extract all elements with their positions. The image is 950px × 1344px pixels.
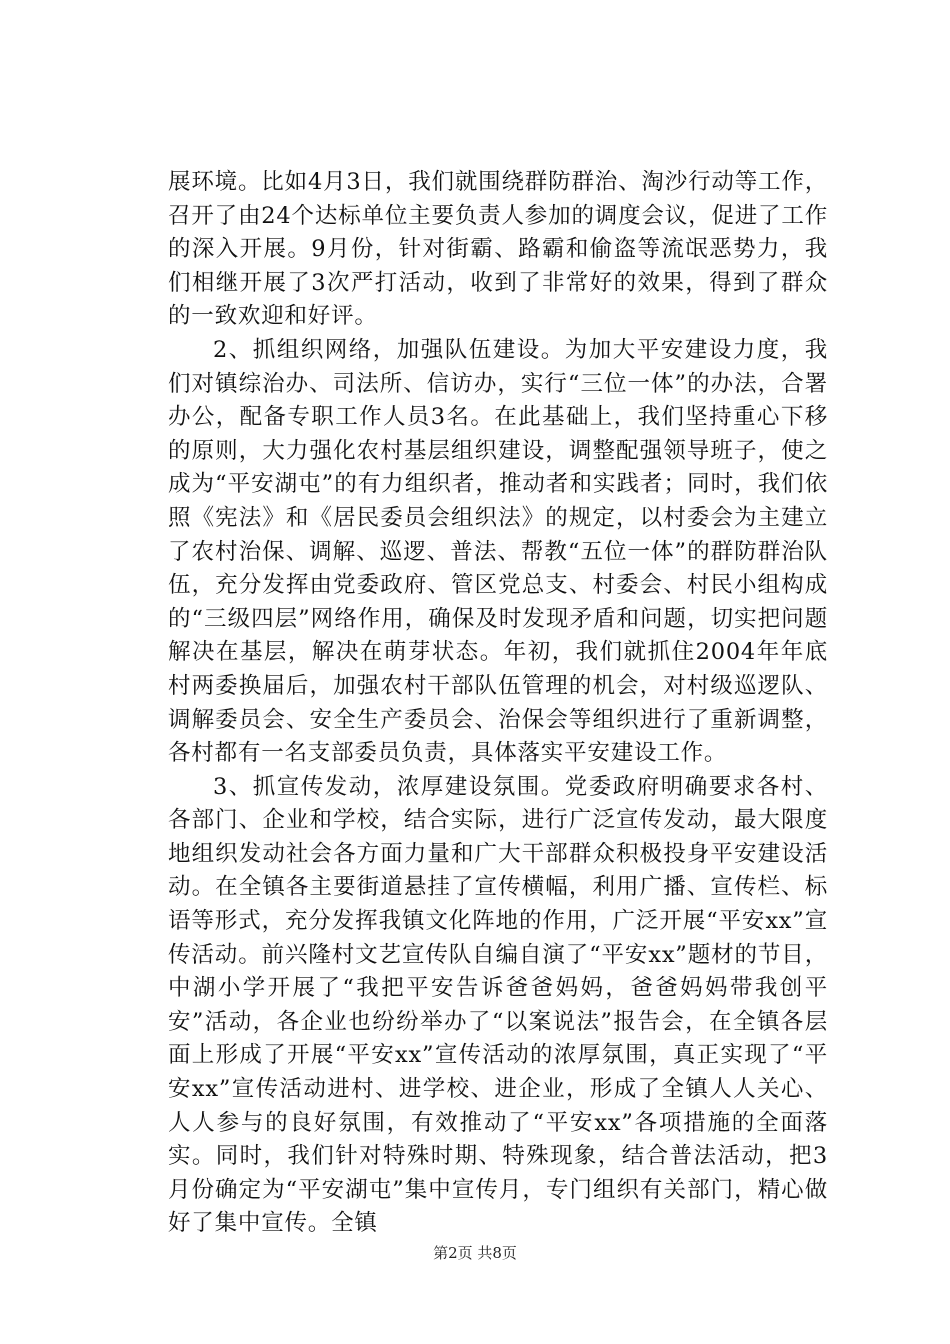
paragraph-publicity-campaign: 3、抓宣传发动，浓厚建设氛围。党委政府明确要求各村、各部门、企业和学校，结合实际，进行广泛宣传发动，最大限度地组织发动社会各方面力量和广大干部群众积极投身平安建设活动。在全镇各主要街道悬挂了宣传横幅，利用广播、宣传栏、标语等形式，充分发挥我镇文化阵地的作用，广泛开展“平安xx”宣传活动。前兴隆村文艺宣传队自编自演了“平安xx”题材的节目，中湖小学开展了“我把平安告诉爸爸妈妈，爸爸妈妈带我创平安”活动，各企业也纷纷举办了“以案说法”报告会，在全镇各层面上形成了开展“平安xx”宣传活动的浓厚氛围，真正实现了“平安xx”宣传活动进村、进学校、进企业，形成了全镇人人关心、人人参与的良好氛围，有效推动了“平安xx”各项措施的全面落实。同时，我们针对特殊时期、特殊现象，结合普法活动，把3月份确定为“平安湖屯”集中宣传月，专门组织有关部门，精心做好了集中宣传。全镇 [168, 773, 828, 1237]
paragraph-continuation: 展环境。比如4月3日，我们就围绕群防群治、淘沙行动等工作，召开了由24个达标单位主要负责人参加的调度会议，促进了工作的深入开展。9月份，针对街霸、路霸和偷盗等流氓恶势力，我们相继开展了3次严打活动，收到了非常好的效果，得到了群众的一致欢迎和好评。 [168, 169, 828, 330]
document-body [168, 166, 828, 1241]
paragraph-organization-network: 2、抓组织网络，加强队伍建设。为加大平安建设力度，我们对镇综治办、司法所、信访办，实行“三位一体”的办法，合署办公，配备专职工作人员3名。在此基础上，我们坚持重心下移的原则，大力强化农村基层组织建设，调整配强领导班子，使之成为“平安湖屯”的有力组织者，推动者和实践者；同时，我们依照《宪法》和《居民委员会组织法》的规定，以村委会为主建立了农村治保、调解、巡逻、普法、帮教“五位一体”的群防群治队伍，充分发挥由党委政府、管区党总支、村委会、村民小组构成的“三级四层”网络作用，确保及时发现矛盾和问题，切实把问题解决在基层，解决在萌芽状态。年初，我们就抓住2004年年底村两委换届后，加强农村干部队伍管理的机会，对村级巡逻队、调解委员会、安全生产委员会、治保会等组织进行了重新调整，各村都有一名支部委员负责，具体落实平安建设工作。 [168, 336, 828, 767]
page-footer: 第2页 共8页 [433, 1244, 517, 1262]
